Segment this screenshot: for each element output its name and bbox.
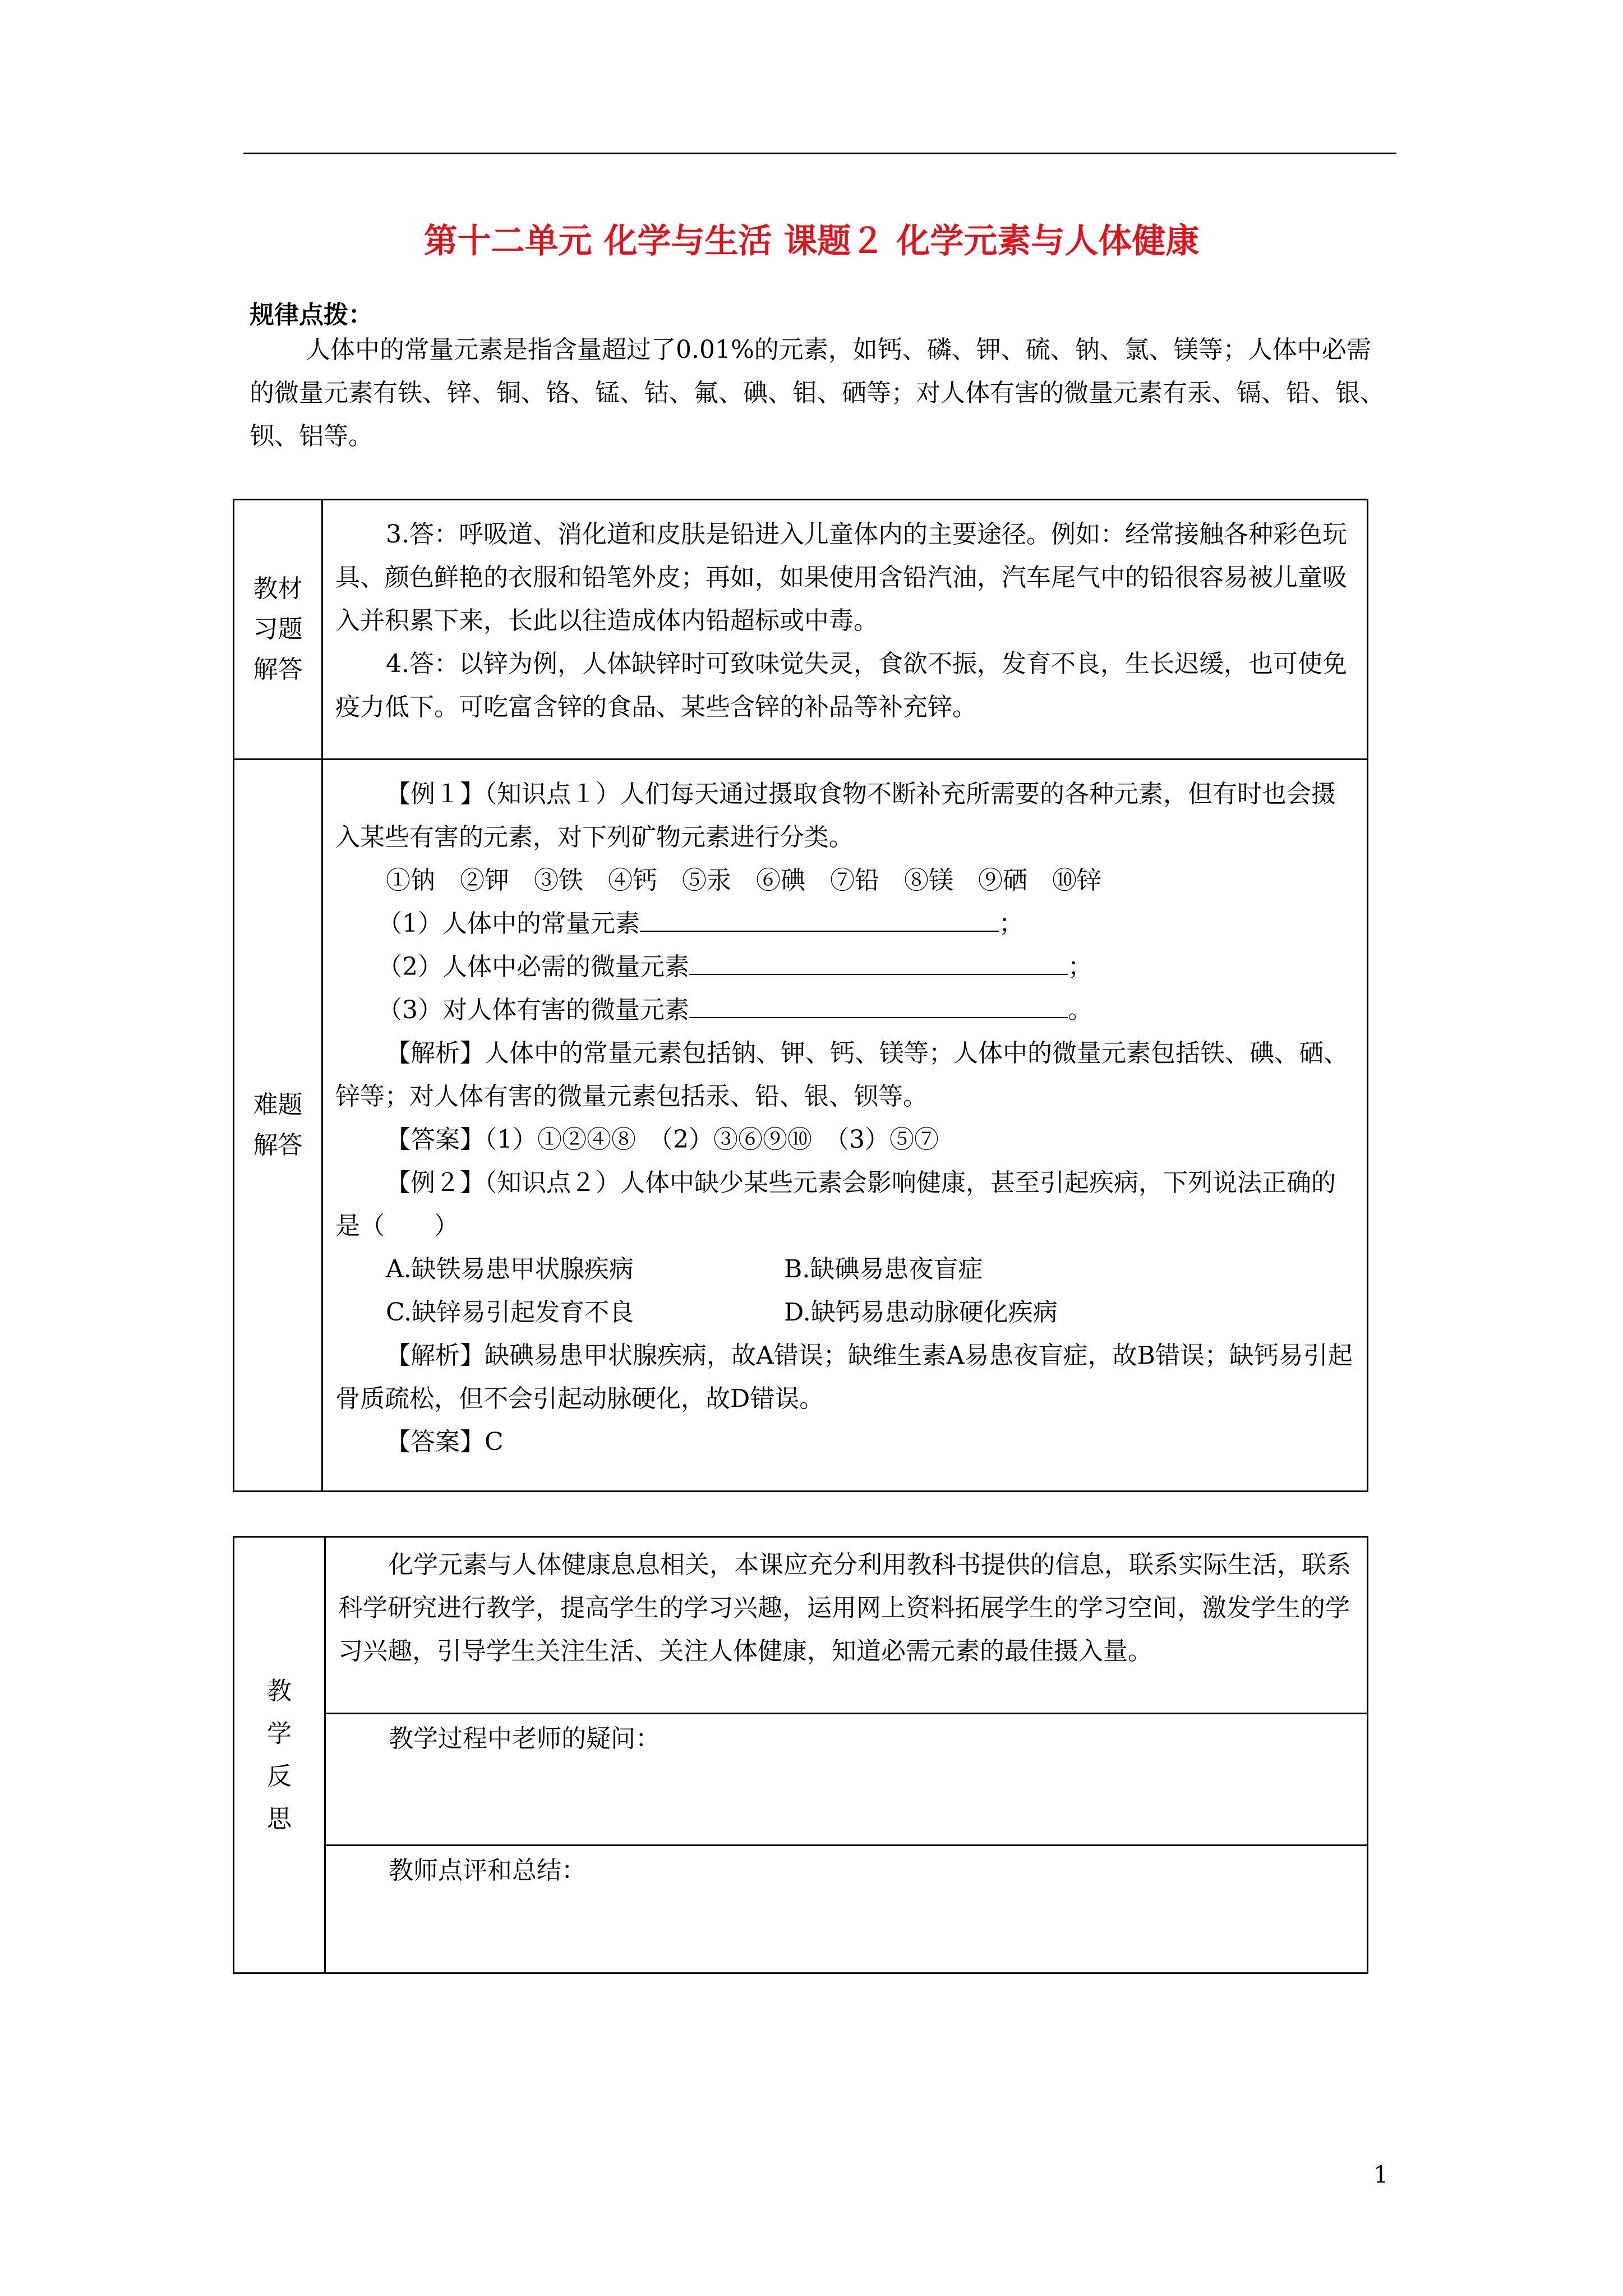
summary-row	[234, 1846, 1368, 1973]
textbook-label: 教材习题解答	[253, 574, 303, 684]
example2-options-ab	[335, 1248, 1354, 1291]
reflection-label-cell	[234, 1537, 325, 1973]
reflection-content-cell	[325, 1537, 1368, 1714]
example1-subquestion-2	[335, 945, 1354, 988]
option-b: B.缺碘易患夜盲症	[784, 1255, 983, 1283]
reflection-text: 化学元素与人体健康息息相关，本课应充分利用教科书提供的信息，联系实际生活，联系科学研究进行教学，提高学生的学习兴趣，运用网上资料拓展学生的学习空间，激发学生的学习兴趣，引导学生关注生活、关注人体健康，知道必需元素的最佳摄入量。	[338, 1550, 1351, 1665]
subquestion-3-end: 。	[1068, 996, 1092, 1024]
guide-text: 人体中的常量元素是指含量超过了0.01%的元素，如钙、磷、钾、硫、钠、氯、镁等；人体中必需的微量元素有铁、锌、铜、铬、锰、钴、氟、碘、钼、硒等；对人体有害的微量元素有汞、镉、铅、银、钡、铝等。	[250, 335, 1385, 450]
questions-cell	[325, 1714, 1368, 1846]
answer-blank-1	[640, 903, 999, 932]
example1-answer: 【答案】（1）①②④⑧ （2）③⑥⑨⑩ （3）⑤⑦	[386, 1125, 939, 1154]
reflection-row	[234, 1537, 1368, 1714]
example2-analysis: 【解析】缺碘易患甲状腺疾病，故A错误；缺维生素A易患夜盲症，故B错误；缺钙易引起骨质疏松，但不会引起动脉硬化，故D错误。	[335, 1341, 1353, 1413]
header-rule	[243, 153, 1396, 154]
guide-text-block	[250, 328, 1394, 458]
example2-options-cd	[335, 1291, 1354, 1334]
textbook-answer-4: 4.答：以锌为例，人体缺锌时可致味觉失灵，食欲不振，发育不良，生长迟缓，也可使免疫力低下。可吃富含锌的食品、某些含锌的补品等补充锌。	[335, 650, 1347, 721]
option-d: D.缺钙易患动脉硬化疾病	[784, 1298, 1058, 1327]
guide-label: 规律点拨：	[250, 301, 373, 329]
subquestion-3-text: （3）对人体有害的微量元素	[377, 996, 689, 1024]
textbook-row	[234, 500, 1368, 760]
example2-question: 【例２】（知识点２）人体中缺少某些元素会影响健康，甚至引起疾病，下列说法正确的是（ ）	[335, 1168, 1336, 1240]
difficult-content-cell	[322, 760, 1368, 1492]
example2-answer: 【答案】C	[386, 1428, 504, 1456]
questions-row	[234, 1714, 1368, 1846]
subquestion-2-end: ；	[1068, 953, 1092, 981]
subquestion-1-end: ；	[999, 909, 1023, 938]
textbook-label-cell	[234, 500, 322, 760]
subquestion-2-text: （2）人体中必需的微量元素	[377, 953, 689, 981]
option-a: A.缺铁易患甲状腺疾病	[386, 1255, 634, 1283]
answers-table	[233, 499, 1368, 1492]
example1-subquestion-1	[335, 902, 1354, 945]
reflection-label: 教学反思	[267, 1676, 292, 1833]
subquestion-1-text: （1）人体中的常量元素	[377, 909, 640, 938]
difficult-label: 难题解答	[253, 1091, 303, 1159]
example1-element-list: ①钠 ②钾 ③铁 ④钙 ⑤汞 ⑥碘 ⑦铅 ⑧镁 ⑨硒 ⑩锌	[386, 866, 1101, 895]
textbook-answer-3: 3.答：呼吸道、消化道和皮肤是铅进入儿童体内的主要途径。例如：经常接触各种彩色玩具、颜色鲜艳的衣服和铅笔外皮；再如，如果使用含铅汽油，汽车尾气中的铅很容易被儿童吸入并积累下来，长此以往造成体内铅超标或中毒。	[335, 520, 1347, 635]
teacher-summary-label: 教师点评和总结：	[389, 1856, 586, 1885]
teacher-questions-label: 教学过程中老师的疑问：	[389, 1724, 660, 1753]
page-title: 第十二单元 化学与生活 课题２ 化学元素与人体健康	[423, 222, 1200, 261]
difficult-label-cell	[234, 760, 322, 1492]
summary-cell	[325, 1846, 1368, 1973]
example1-analysis: 【解析】人体中的常量元素包括钠、钾、钙、镁等；人体中的微量元素包括铁、碘、硒、锌等；对人体有害的微量元素包括汞、铅、银、钡等。	[335, 1039, 1348, 1111]
page-number: 1	[1373, 2161, 1389, 2188]
textbook-content-cell	[322, 500, 1368, 760]
reflection-table	[233, 1536, 1368, 1974]
difficult-row	[234, 760, 1368, 1492]
answer-blank-2	[689, 946, 1068, 975]
answer-blank-3	[689, 989, 1068, 1018]
option-c: C.缺锌易引起发育不良	[386, 1298, 634, 1327]
example1-question: 【例１】（知识点１）人们每天通过摄取食物不断补充所需要的各种元素，但有时也会摄入某些有害的元素，对下列矿物元素进行分类。	[335, 780, 1336, 852]
example1-subquestion-3	[335, 988, 1354, 1032]
